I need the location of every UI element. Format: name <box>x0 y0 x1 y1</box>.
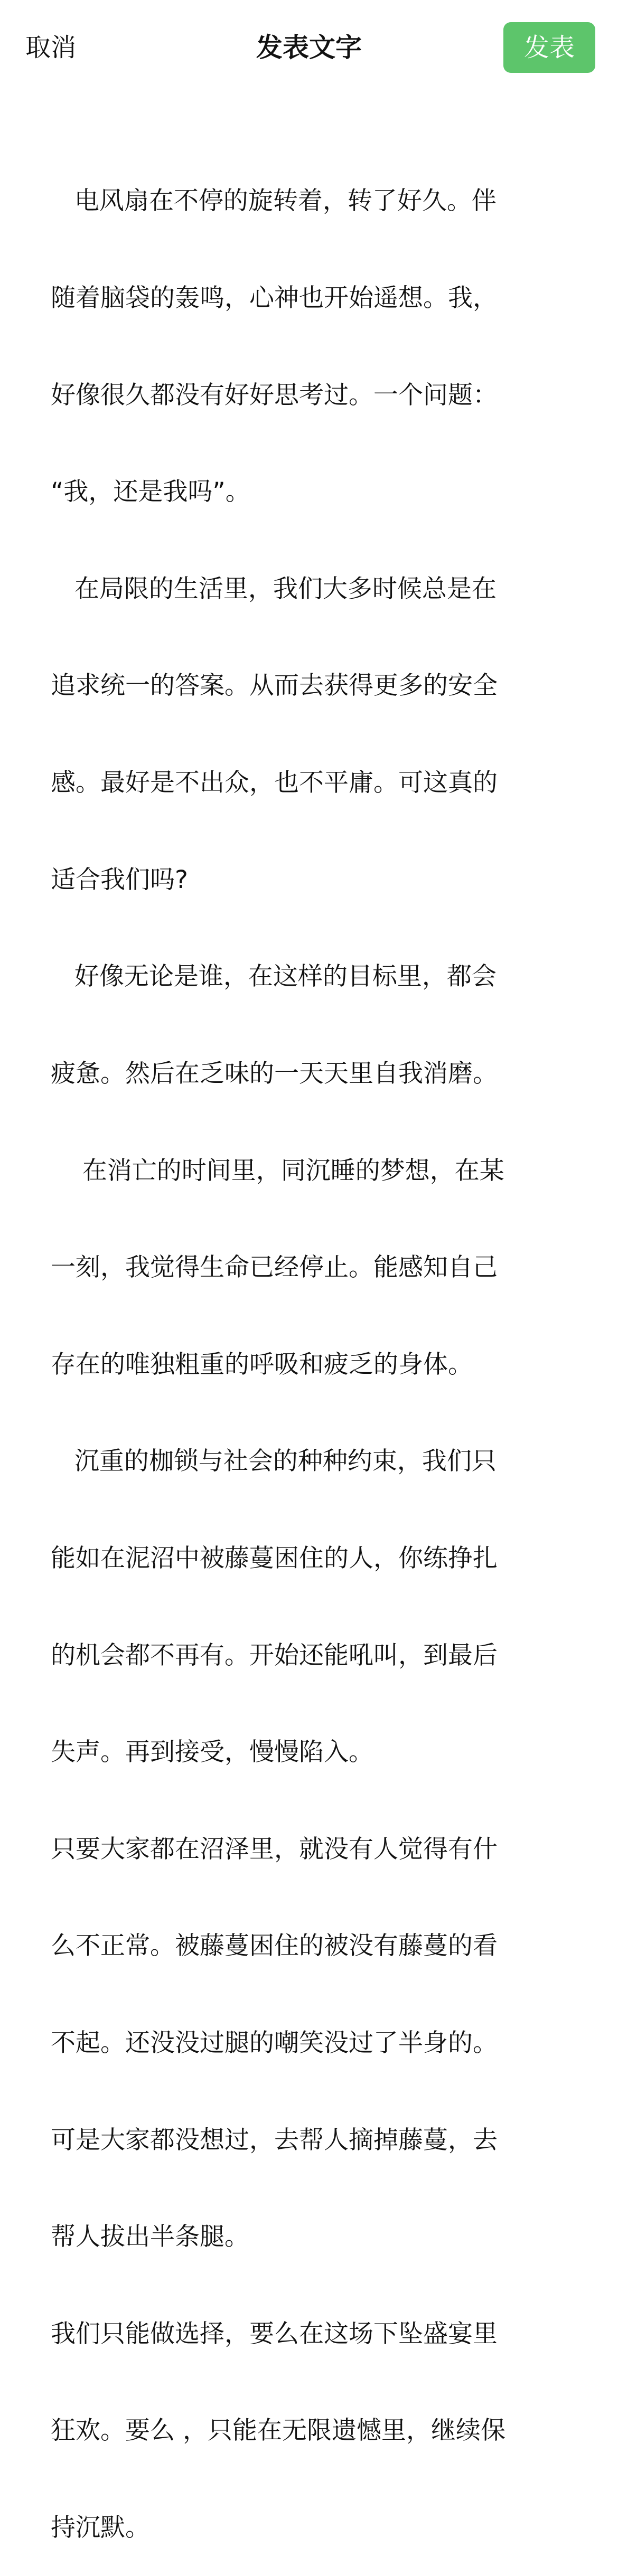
editor-line: “我，还是我吗”。 <box>51 477 250 507</box>
editor-line: 狂欢。要么 ，只能在无限遗憾里，继续保 <box>51 2416 505 2446</box>
editor-line: 持沉默。 <box>51 2513 150 2543</box>
editor-line: 的机会都不再有。开始还能吼叫，到最后 <box>51 1640 498 1670</box>
editor-line: 能如在泥沼中被藤蔓困住的人，你练挣扎 <box>51 1543 498 1573</box>
page-title: 发表文字 <box>256 32 362 63</box>
editor-line: 一刻，我觉得生命已经停止。能感知自己 <box>51 1253 498 1282</box>
editor-line: 么不正常。被藤蔓困住的被没有藤蔓的看 <box>51 1931 498 1961</box>
editor-line: 追求统一的答案。从而去获得更多的安全 <box>51 671 498 701</box>
editor-line: 好像很久都没有好好思考过。一个问题： <box>51 380 498 410</box>
editor-line: 在局限的生活里，我们大多时候总是在 <box>51 574 497 603</box>
editor-line: 好像无论是谁，在这样的目标里，都会 <box>51 962 497 992</box>
editor-line: 电风扇在不停的旋转着，转了好久。伴 <box>51 186 497 216</box>
editor-line: 感。最好是不出众，也不平庸。可这真的 <box>51 768 498 798</box>
editor-line: 在消亡的时间里，同沉睡的梦想，在某 <box>51 1156 504 1185</box>
editor-line: 不起。还没没过腿的嘲笑没过了半身的。 <box>51 2028 498 2058</box>
publish-button[interactable]: 发表 <box>503 22 595 73</box>
editor-line: 沉重的枷锁与社会的种种约束，我们只 <box>51 1447 497 1476</box>
editor-line: 我们只能做选择，要么在这场下坠盛宴里 <box>51 2319 498 2348</box>
editor-line: 随着脑袋的轰鸣，心神也开始遥想。我， <box>51 284 498 313</box>
cancel-button[interactable]: 取消 <box>25 33 77 62</box>
editor-line: 可是大家都没想过，去帮人摘掉藤蔓，去 <box>51 2125 498 2155</box>
editor-line: 帮人拔出半条腿。 <box>51 2222 249 2252</box>
editor-line: 适合我们吗? <box>51 865 188 894</box>
editor-line: 疲惫。然后在乏味的一天天里自我消磨。 <box>51 1059 498 1088</box>
post-text-editor[interactable] <box>51 120 553 2576</box>
nav-bar <box>0 0 618 95</box>
editor-line: 存在的唯独粗重的呼吸和疲乏的身体。 <box>51 1350 473 1379</box>
editor-line: 失声。再到接受，慢慢陷入。 <box>51 1738 373 1767</box>
editor-line: 只要大家都在沼泽里，就没有人觉得有什 <box>51 1834 498 1864</box>
